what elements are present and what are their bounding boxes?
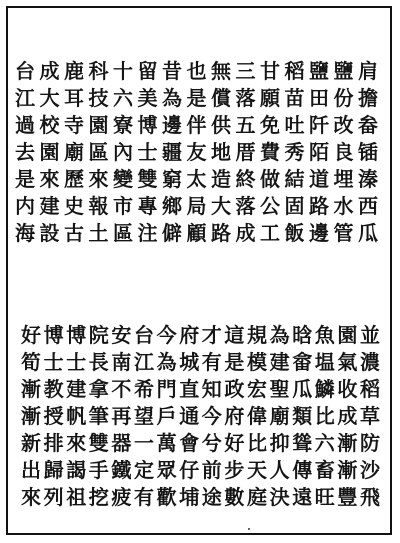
verse-line: 鹿耳寺廟歷史古 bbox=[64, 59, 84, 245]
verse-column bbox=[19, 322, 43, 511]
verse-column bbox=[87, 58, 111, 247]
verse-column bbox=[155, 322, 179, 511]
verse-line: 無償供地造大路 bbox=[211, 59, 231, 245]
verse-line: 肩擔畚锸溱西瓜 bbox=[358, 59, 378, 245]
verse-line: 鹽田阡陌道路邊 bbox=[309, 59, 329, 245]
verse-line: 成大校園來建設 bbox=[39, 59, 60, 245]
verse-column bbox=[136, 58, 160, 247]
verse-column bbox=[356, 58, 380, 247]
verse-line: 也是伴友太局顧 bbox=[186, 59, 207, 245]
verse-column bbox=[185, 58, 209, 247]
verse-line: 府城直通會仔埔 bbox=[179, 323, 200, 509]
verse-column bbox=[87, 322, 111, 511]
verse-line: 十六寮內變市區 bbox=[113, 59, 133, 245]
verse-line: 台江希望一定有 bbox=[134, 323, 154, 509]
verse-column bbox=[111, 58, 135, 247]
page-dot bbox=[248, 528, 250, 530]
verse-column bbox=[258, 58, 282, 247]
verse-line: 台江過去是内海 bbox=[15, 59, 35, 245]
verse-column bbox=[268, 322, 292, 511]
verse-column bbox=[209, 58, 233, 247]
verse-column bbox=[283, 58, 307, 247]
verse-column bbox=[109, 322, 133, 511]
verse-line: 魚塭鱗比六畜旺 bbox=[314, 323, 335, 509]
verse-column bbox=[245, 322, 269, 511]
verse-line: 甘願免費做公工 bbox=[260, 59, 280, 245]
verse-line: 稻苗吐秀結固飯 bbox=[284, 59, 305, 245]
verse-column bbox=[222, 322, 246, 511]
document-page bbox=[6, 6, 392, 535]
verse-line: 院長拿筆雙手挖 bbox=[88, 323, 109, 509]
verse-column bbox=[332, 58, 356, 247]
verse-line: 科技園區來報土 bbox=[88, 59, 109, 245]
verse-line: 才有知今兮前途 bbox=[201, 323, 222, 509]
verse-line: 博士教授排歸列 bbox=[43, 323, 64, 509]
verse-line: 並濃稻草防沙飛 bbox=[360, 323, 380, 509]
verse-column bbox=[234, 58, 258, 247]
verse-column bbox=[64, 322, 88, 511]
verse-line: 園氣收成漸漸豐 bbox=[337, 323, 358, 509]
verse-line: 規模宏偉比天庭 bbox=[247, 323, 267, 509]
verse-line: 安南不再器鐵疲 bbox=[111, 323, 132, 509]
verse-column bbox=[13, 58, 37, 247]
verse-line: 三落五厝終落成 bbox=[235, 59, 256, 245]
verse-column bbox=[160, 58, 184, 247]
verse-column bbox=[62, 58, 86, 247]
verse-column bbox=[313, 322, 337, 511]
verse-line: 鹽份改良埋水管 bbox=[333, 59, 354, 245]
verse-column bbox=[307, 58, 331, 247]
verse-line: 今為門戶萬眾歡 bbox=[156, 323, 177, 509]
verse-line: 為建聖廟抑人決 bbox=[269, 323, 290, 509]
verse-line: 這是政府好步數 bbox=[224, 323, 245, 509]
verse-column bbox=[200, 322, 224, 511]
verse-line: 晗畲瓜類聳傳遠 bbox=[292, 323, 313, 509]
verse-column bbox=[358, 322, 382, 511]
verse-column bbox=[335, 322, 359, 511]
verse-column bbox=[38, 58, 62, 247]
verse-column bbox=[42, 322, 66, 511]
verse-column bbox=[290, 322, 314, 511]
verse-line: 好筍漸漸新出來 bbox=[21, 323, 41, 509]
verse-column bbox=[132, 322, 156, 511]
verse-line: 昔為邊疆窮鄉僻 bbox=[162, 59, 182, 245]
verse-column bbox=[177, 322, 201, 511]
verse-line: 留美博士雙專注 bbox=[137, 59, 158, 245]
verse-line: 博士建帆來謁祖 bbox=[66, 323, 87, 509]
